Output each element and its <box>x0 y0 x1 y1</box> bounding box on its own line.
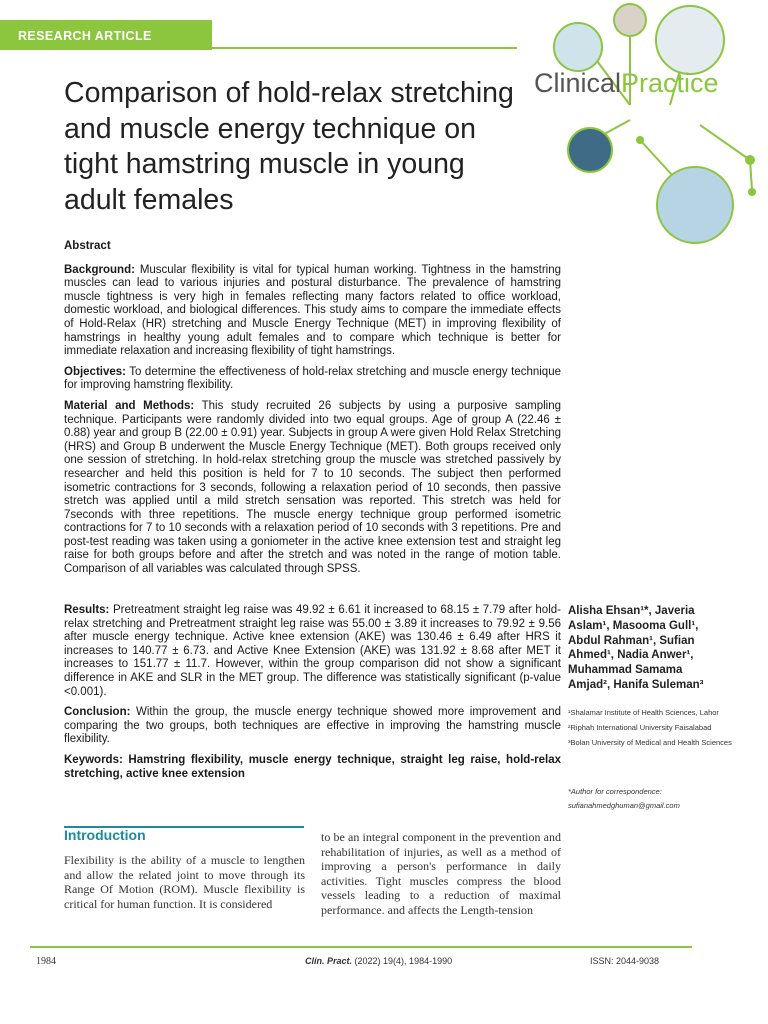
affiliations <box>568 708 748 753</box>
page-number: 1984 <box>36 956 56 967</box>
affiliation: ²Riphah International University Faisalabad <box>568 723 712 732</box>
photo-circle <box>568 128 612 172</box>
photo-circle <box>554 23 602 71</box>
abstract-objectives: Objectives: To determine the effectiveness of hold-relax stretching and muscle energy technique for improving hamstring flexibility. <box>64 365 561 392</box>
abstract <box>64 240 561 584</box>
correspondence <box>568 785 758 813</box>
abstract-results: Results: Pretreatment straight leg raise was 49.92 ± 6.61 it increased to 68.15 ± 7.79 after hold-relax stretching and Pretreatment straight leg raise was 55.00 ± 3.89 it increases to 79.92 ± 9.56 after muscle energy technique. Active knee extension (AKE) was 130.46 ± 6.49 after HRS it increases to 140.77 ± 6.73. and Active Knee Extension (AKE) was 131.92 ± 8.68 after MET it increases to 151.77 ± 11.7. However, within the group comparison did not show a significant difference in AKE and SLR in the MET group. The difference was statistically significant (p-value <0.001). <box>64 604 561 698</box>
abstract-keywords: Keywords: Hamstring flexibility, muscle energy technique, straight leg raise, hold-relax stretching, active knee extension <box>64 753 562 780</box>
article-type-tag: RESEARCH ARTICLE <box>0 20 212 50</box>
abstract-heading: Abstract <box>64 240 111 252</box>
issn: ISSN: 2044-9038 <box>590 956 660 966</box>
abstract-methods: Material and Methods: This study recruited 26 subjects by using a purposive sampling technique. Participants were randomly divided into two equal groups. Age of group A (22.46 ± 0.88) year and group B (22.00 ± 0.91) year. Subjects in group A were given Hold Relax Stretching (HRS) and Group B underwent the Muscle Energy Technique (MET). Both groups received only one session of stretching. In hold-relax stretching group the muscle was stretched passively by researcher and held this position is held for 7 to 10 seconds. The subject then performed isometric contractions for 3 seconds, following a relaxation period of 10 seconds, then passive stretch was applied until a mild stretch sensation was reported. This stretch was held for 7seconds with three repetitions. The muscle energy technique group performed isometric contractions for 7 to 10 seconds with a relaxation period of 10 seconds with 3 repetitions. Pre and post-test reading was taken using a goniometer in the active knee extension test and straight leg raise for both groups before and after the stretch and was noted in the range of motion table. Comparison of all variables was calculated through SPSS. <box>64 399 561 576</box>
introduction-column-1: Flexibility is the ability of a muscle to lengthen and allow the related joint to move through its Range Of Motion (ROM). Muscle flexibility is critical for human function. It is considered <box>64 853 305 911</box>
abstract-background: Background: Muscular flexibility is vital for typical human working. Tightness in the hamstring muscles can lead to various injuries and postural disturbance. The prevalence of hamstring muscle tightness is very high in females reflecting many factors related to office workload, domestic workload, and biological differences. This study aims to compare the immediate effects of Hold-Relax (HR) stretching and Muscle Energy Technique (MET) in improving flexibility of hamstrings in healthy young adult females and to compare which technique is better for immediate relaxation and increasing flexibility of tight hamstrings. <box>64 263 561 358</box>
correspondence-label: *Author for correspondence: <box>568 787 662 796</box>
photo-circle <box>657 167 733 243</box>
photo-circle <box>614 4 646 36</box>
author-list: Alisha Ehsan¹*, Javeria Aslam¹, Masooma Gull¹, Abdul Rahman¹, Sufian Ahmed¹, Nadia Anwer¹, Muhammad Samama Amjad², Hanifa Suleman³ <box>568 605 704 691</box>
affiliation: ³Bolan University of Medical and Health Sciences <box>568 738 732 747</box>
introduction-heading: Introduction <box>64 827 146 843</box>
photo-circle <box>656 6 724 74</box>
abstract-conclusion: Conclusion: Within the group, the muscle energy technique showed more improvement and comparing the two groups, both techniques are effective in improving the hamstring muscle flexibility. <box>64 706 561 746</box>
journal-title: ClinicalPractice <box>534 68 719 98</box>
affiliation: ¹Shalamar Institute of Health Sciences, Lahor <box>568 708 719 717</box>
abstract-results-block <box>64 604 561 788</box>
header-rule <box>212 47 517 49</box>
citation: Clin. Pract. (2022) 19(4), 1984-1990 <box>305 956 453 966</box>
journal-decoration-graphic <box>520 0 768 250</box>
correspondence-email[interactable]: sufianahmedghuman@gmail.com <box>568 801 680 810</box>
introduction-column-2: to be an integral component in the prevention and rehabilitation of injuries, as well as a method of improving a person's performance in daily activities. Tight muscles compress the blood vessels leading to a reduction of maximal performance. and affects the Length-tension <box>321 830 561 917</box>
footer-rule <box>30 946 692 948</box>
article-title: Comparison of hold-relax stretching and muscle energy technique on tight hamstring muscle in young adult females <box>64 77 514 216</box>
